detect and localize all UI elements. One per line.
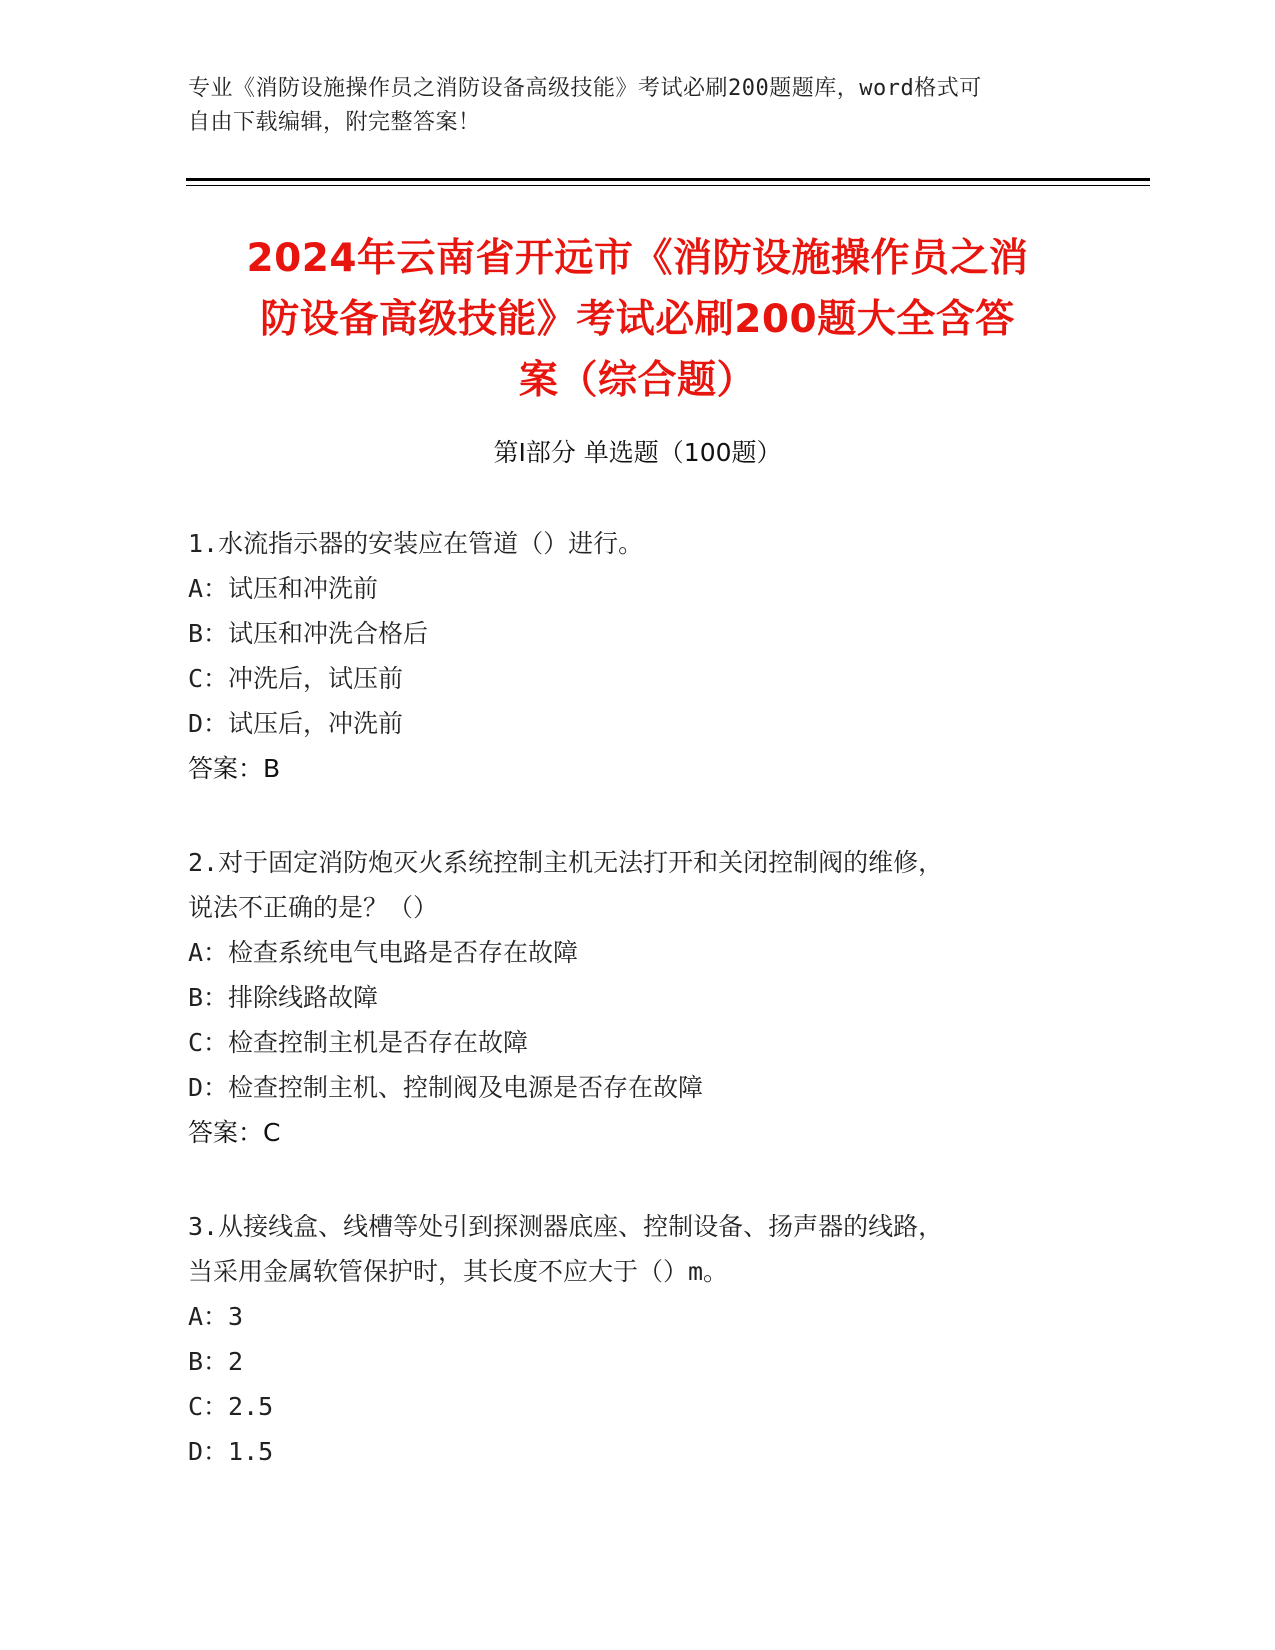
header-note-line-2: 自由下载编辑，附完整答案！ <box>188 110 481 135</box>
document-title <box>170 228 1105 411</box>
title-line-2: 防设备高级技能》考试必刷200题大全含答 <box>260 297 1015 342</box>
option-a: A：3 <box>188 1302 244 1331</box>
title-line-1: 2024年云南省开远市《消防设施操作员之消 <box>246 236 1029 281</box>
option-d: D：1.5 <box>188 1437 274 1466</box>
question-2 <box>188 840 1068 1155</box>
title-line-3: 案（综合题） <box>518 358 756 403</box>
header-rule-thick <box>186 178 1150 181</box>
option-b: B：2 <box>188 1347 244 1376</box>
question-3 <box>188 1204 1068 1474</box>
question-1 <box>188 521 1068 791</box>
question-stem: 1.水流指示器的安装应在管道（）进行。 <box>188 529 644 558</box>
option-c: C：冲洗后，试压前 <box>188 664 404 693</box>
question-stem-line-2: 当采用金属软管保护时，其长度不应大于（）m。 <box>188 1257 729 1286</box>
question-stem-line-2: 说法不正确的是？（） <box>188 893 439 922</box>
question-stem-line-1: 3.从接线盒、线槽等处引到探测器底座、控制设备、扬声器的线路， <box>188 1212 944 1241</box>
question-stem-line-1: 2.对于固定消防炮灭火系统控制主机无法打开和关闭控制阀的维修， <box>188 848 944 877</box>
option-d: D：检查控制主机、控制阀及电源是否存在故障 <box>188 1073 704 1102</box>
option-c: C：2.5 <box>188 1392 274 1421</box>
header-rule-thin <box>186 185 1150 186</box>
section-heading: 第Ⅰ部分 单选题（100题） <box>493 438 782 467</box>
answer-label: 答案：C <box>188 1118 281 1147</box>
option-b: B：试压和冲洗合格后 <box>188 619 429 648</box>
option-a: A：试压和冲洗前 <box>188 574 379 603</box>
answer-label: 答案：B <box>188 754 281 783</box>
option-a: A：检查系统电气电路是否存在故障 <box>188 938 579 967</box>
option-b: B：排除线路故障 <box>188 983 379 1012</box>
header-note-line-1: 专业《消防设施操作员之消防设备高级技能》考试必刷200题题库，word格式可 <box>188 76 982 101</box>
option-c: C：检查控制主机是否存在故障 <box>188 1028 529 1057</box>
header-note <box>188 72 1068 140</box>
option-d: D：试压后，冲洗前 <box>188 709 404 738</box>
